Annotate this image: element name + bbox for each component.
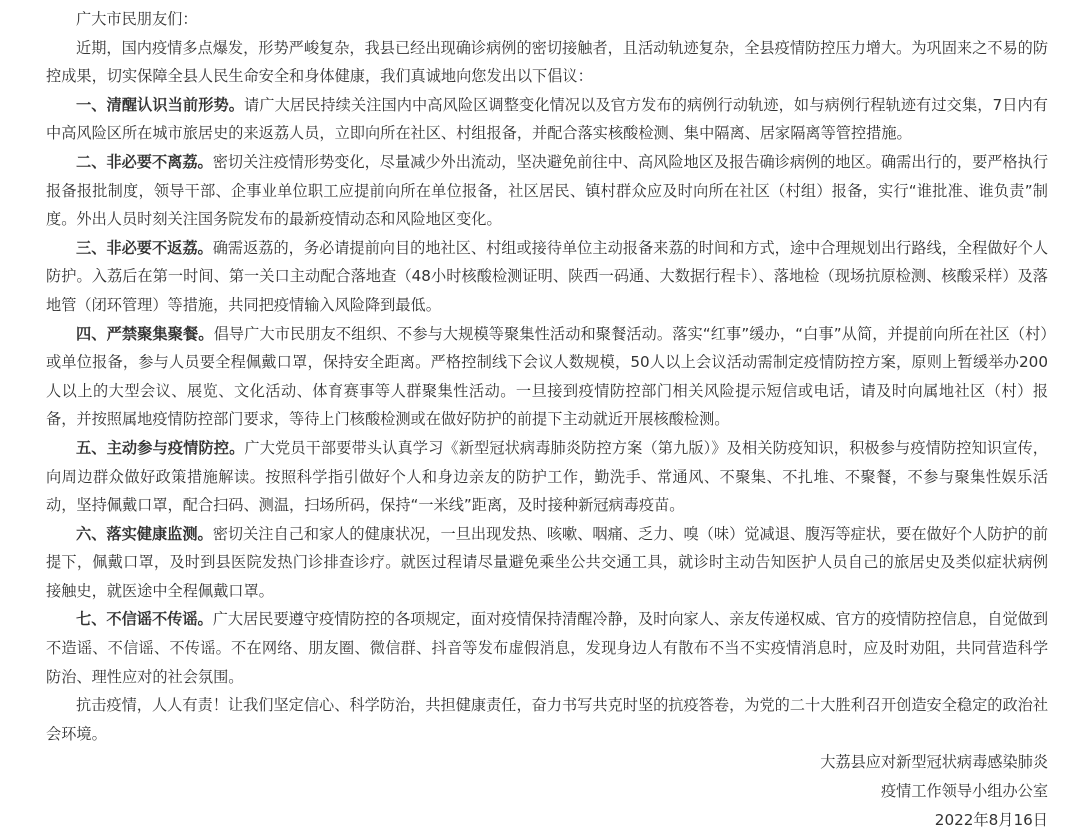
- section-paragraph-3: [46, 234, 1048, 320]
- greeting: 广大市民朋友们：: [76, 10, 198, 28]
- section-body-5: 广大党员干部要带头认真学习《新型冠状病毒肺炎防控方案（第九版）》及相关防疫知识，积极参与疫情防控知识宣传，向周边群众做好政策措施解读。按照科学指引做好个人和身边亲友的防护工作，勤洗手、常通风、不聚集、不扎堆、不聚餐，不参与聚集性娱乐活动，坚持佩戴口罩，配合扫码、测温，扫场所码，保持“一米线”距离，及时接种新冠病毒疫苗。: [46, 438, 1048, 515]
- signature-org-line-1: 大荔县应对新型冠状病毒感染肺炎: [820, 753, 1048, 772]
- section-paragraph-1: [46, 91, 1048, 148]
- section-paragraph-7: [46, 605, 1048, 691]
- signature-date: 2022年8月16日: [934, 810, 1048, 829]
- closing-paragraph: 抗击疫情，人人有责！让我们坚定信心、科学防治，共担健康责任，奋力书写共克时坚的抗疫答卷，为党的二十大胜利召开创造安全稳定的政治社会环境。: [46, 696, 1048, 743]
- section-body-7: 广大居民要遵守疫情防控的各项规定，面对疫情保持清醒冷静，及时向家人、亲友传递权威、官方的疫情防控信息，自觉做到不造谣、不信谣、不传谣。不在网络、朋友圈、微信群、抖音等发布虚假消息，发现身边人有散布不当不实疫情消息时，应及时劝阻，共同营造科学防治、理性应对的社会氛围。: [46, 610, 1048, 686]
- section-paragraph-4: [46, 320, 1048, 434]
- section-paragraph-6: [46, 520, 1048, 606]
- section-body-4: 倡导广大市民朋友不组织、不参与大规模等聚集性活动和聚餐活动。落实“红事”缓办，“白事”从简，并提前向所在社区（村）或单位报备，参与人员要全程佩戴口罩，保持安全距离。严格控制线下会议人数规模，50人以上会议活动需制定疫情防控方案，原则上暂缓举办200人以上的大型会议、展览、文化活动、体育赛事等人群聚集性活动。一旦接到疫情防控部门相关风险提示短信或电话，请及时向属地社区（村）报备，并按照属地疫情防控部门要求，等待上门核酸检测或在做好防护的前提下主动就近开展核酸检测。: [46, 324, 1049, 429]
- intro-paragraph: 近期，国内疫情多点爆发，形势严峻复杂，我县已经出现确诊病例的密切接触者，且活动轨迹复杂，全县疫情防控压力增大。为巩固来之不易的防控成果，切实保障全县人民生命安全和身体健康，我们真诚地向您发出以下倡议：: [46, 38, 1048, 86]
- section-heading-7: 七、不信谣不传谣。: [76, 610, 213, 629]
- signature-block: [46, 748, 1048, 834]
- signature-org-line-2: 疫情工作领导小组办公室: [880, 782, 1048, 801]
- section-paragraph-5: [46, 434, 1048, 520]
- section-body-6: 密切关注自己和家人的健康状况，一旦出现发热、咳嗽、咽痛、乏力、嗅（味）觉减退、腹泻等症状，要在做好个人防护的前提下，佩戴口罩，及时到县医院发热门诊排查诊疗。就医过程请尽量避免乘坐公共交通工具，就诊时主动告知医护人员自己的旅居史及类似症状病例接触史，就医途中全程佩戴口罩。: [46, 524, 1048, 600]
- section-body-2: 密切关注疫情形势变化，尽量减少外出流动，坚决避免前往中、高风险地区及报告确诊病例的地区。确需出行的，要严格执行报备报批制度，领导干部、企事业单位职工应提前向所在单位报备，社区居民、镇村群众应及时向所在社区（村组）报备，实行“谁批准、谁负责”制度。外出人员时刻关注国务院发布的最新疫情动态和风险地区变化。: [46, 152, 1048, 229]
- section-heading-6: 六、落实健康监测。: [76, 524, 213, 543]
- section-heading-1: 一、清醒认识当前形势。: [76, 95, 245, 114]
- section-heading-2: 二、非必要不离荔。: [76, 152, 213, 171]
- section-heading-5: 五、主动参与疫情防控。: [76, 438, 245, 457]
- section-body-3: 确需返荔的，务必请提前向目的地社区、村组或接待单位主动报备来荔的时间和方式，途中合理规划出行路线，全程做好个人防护。入荔后在第一时间、第一关口主动配合落地查（48小时核酸检测证明、陕西一码通、大数据行程卡）、落地检（现场抗原检测、核酸采样）及落地管（闭环管理）等措施，共同把疫情输入风险降到最低。: [46, 238, 1048, 314]
- section-body-1: 请广大居民持续关注国内中高风险区调整变化情况以及官方发布的病例行动轨迹，如与病例行程轨迹有过交集，7日内有中高风险区所在城市旅居史的来返荔人员，立即向所在社区、村组报备，并配合落实核酸检测、集中隔离、居家隔离等管控措施。: [46, 95, 1048, 143]
- section-heading-4: 四、严禁聚集聚餐。: [76, 324, 214, 343]
- section-heading-3: 三、非必要不返荔。: [76, 238, 213, 257]
- section-paragraph-2: [46, 148, 1048, 234]
